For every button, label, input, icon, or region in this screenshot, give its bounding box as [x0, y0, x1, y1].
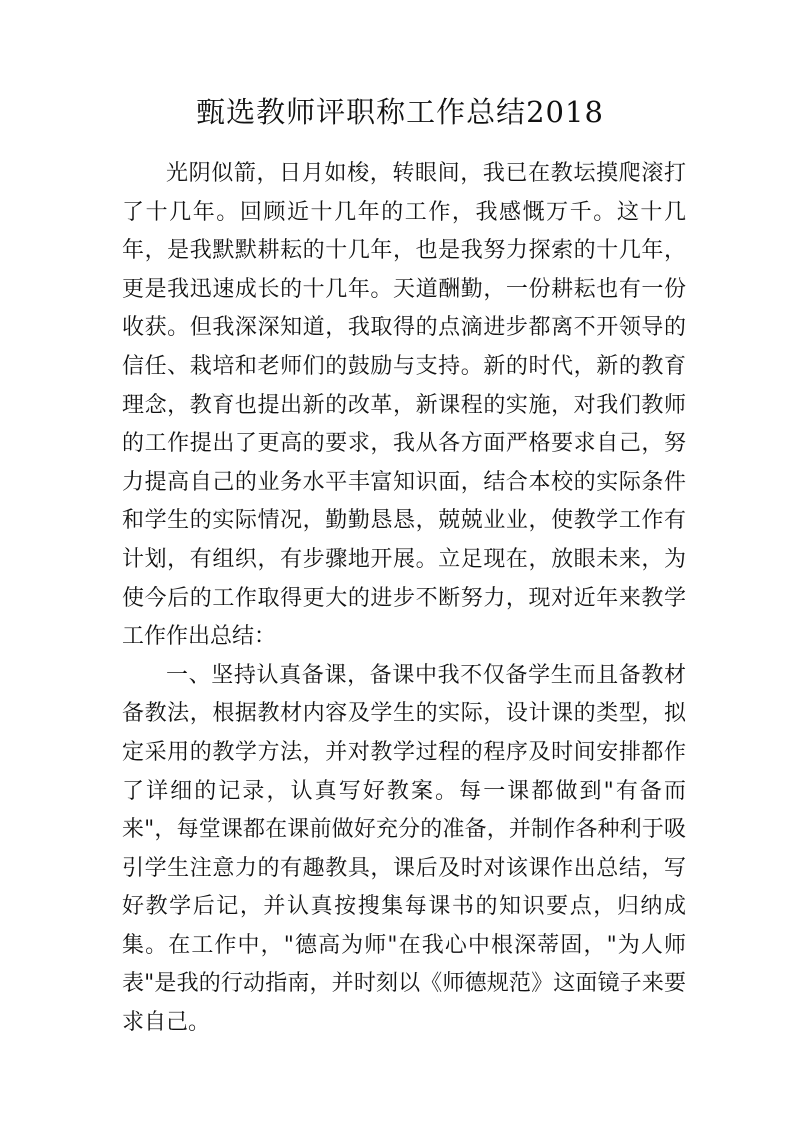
document-body: [122, 155, 686, 1043]
document-title: 甄选教师评职称工作总结2018: [196, 95, 604, 129]
paragraph-section-1: 一、坚持认真备课，备课中我不仅备学生而且备教材备教法，根据教材内容及学生的实际，设计课的类型，拟定采用的教学方法，并对教学过程的程序及时间安排都作了详细的记录，认真写好教案。每一课都做到"有备而来"，每堂课都在课前做好充分的准备，并制作各种利于吸引学生注意力的有趣教具，课后及时对该课作出总结，写好教学后记，并认真按搜集每课书的知识要点，归纳成集。在工作中，"德高为师"在我心中根深蒂固，"为人师表"是我的行动指南，并时刻以《师德规范》这面镜子来要求自己。: [122, 662, 686, 1036]
paragraph-intro: 光阴似箭，日月如梭，转眼间，我已在教坛摸爬滚打了十几年。回顾近十几年的工作，我感慨万千。这十几年，是我默默耕耘的十几年，也是我努力探索的十几年，更是我迅速成长的十几年。天道酬勤，一份耕耘也有一份收获。但我深深知道，我取得的点滴进步都离不开领导的信任、栽培和老师们的鼓励与支持。新的时代，新的教育理念，教育也提出新的改革，新课程的实施，对我们教师的工作提出了更高的要求，我从各方面严格要求自己，努力提高自己的业务水平丰富知识面，结合本校的实际条件和学生的实际情况，勤勤恳恳，兢兢业业，使教学工作有计划，有组织，有步骤地开展。立足现在，放眼未来，为使今后的工作取得更大的进步不断努力，现对近年来教学工作作出总结：: [122, 161, 686, 650]
